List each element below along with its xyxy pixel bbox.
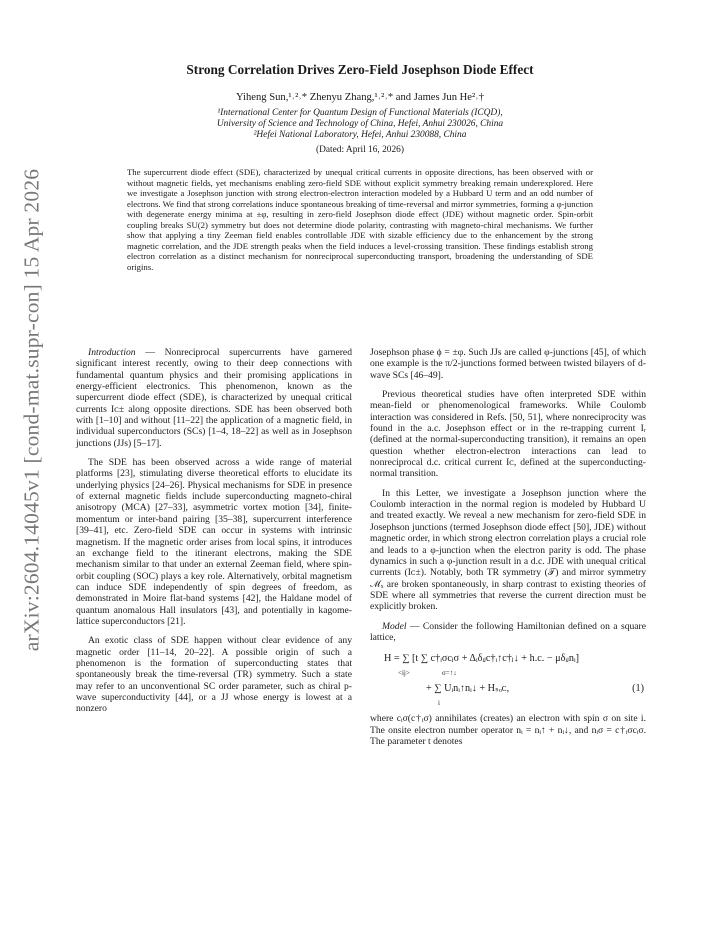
intro-paragraph-1 [76, 347, 352, 449]
intro-paragraph-3: An exotic class of SDE happen without clear evidence of any magnetic order [11–14, 20–22]. A possible origin of such a phenomenon is the formation of superconducting states that spontaneously break the time-reversal (TR) symmetry. Such a state may refer to an unconventional SC order parameter, such as chiral p-wave superconductivity [44], or a JJ whose energy is lowest at a nonzero [76, 635, 352, 715]
section-heading-introduction: Introduction [88, 347, 136, 358]
arxiv-identifier: arXiv:2604.14045v1 [cond-mat.supr-con] 15 Apr 2026 [19, 168, 44, 652]
hamiltonian-equation [370, 651, 646, 707]
equation-subscript-sigma: σ=↑↓ [442, 669, 457, 678]
right-paragraph-3: In this Letter, we investigate a Josephson junction where the Coulomb interaction in the normal region is modeled by Hubbard U and treated exactly. We reveal a new mechanism for zero-field SDE in Josephson junctions (termed Josephson diode effect [50], JDE) without magnetic order, in which strong electron correlation plays a crucial role and leads to a φ-junction when the electron parity is odd. The phase dynamics in such a φ-junction result in a d.c. JDE with unequal critical currents (Iᴄ±). Notably, both TR symmetry (𝒯) and mirror symmetry ℳₓ are broken spontaneously, in sharp contrast to existing theories of SDE where all symmetries that reverse the current direction must be explicitly broken. [370, 487, 646, 613]
right-paragraph-2: Previous theoretical studies have often interpreted SDE within mean-field or phenomenological frameworks. While Coulomb interaction was considered in Refs. [50, 51], where nonreciprocity was found in the a.c. Josephson effect or in the re-trapping current Iᵣ (defined at the normal-superconducting transition), it remains an open question whether electron-electron interactions can lead to nonreciprocal d.c. critical current Iᴄ, defined at the superconducting-normal transition. [370, 389, 646, 480]
arxiv-side-stamp [12, 140, 52, 680]
affiliations [80, 108, 640, 142]
affiliation-1a: ¹International Center for Quantum Design of Functional Materials (ICQD), [217, 108, 503, 118]
equation-subscript-ij: <ij> [398, 669, 410, 678]
affiliation-1b: University of Science and Technology of China, Hefei, Anhui 230026, China [216, 119, 504, 130]
right-paragraph-1: Josephson phase ϕ = ±φ. Such JJs are called φ-junctions [45], of which one example is the π/2-junctions formed between twisted bilayers of d-wave SCs [46–49]. [370, 347, 646, 381]
model-paragraph [370, 621, 646, 644]
section-heading-model: Model [382, 620, 407, 632]
equation-line-2: + ∑ Uᵢnᵢ↑nᵢ↓ + Hₛₒᴄ, [426, 683, 510, 695]
intro-paragraph-2: The SDE has been observed across a wide range of material platforms [23], stimulating diverse theoretical efforts to elucidate its underlying physics [24–26]. Physical mechanisms for SDE in presence of external magnetic fields include superconducting magneto-chiral anisotropy (MCA) [27–33], asymmetric vortex motion [34], finite-momentum or inter-band pairing [35–38], supercurrent interference [39–41], etc. Zero-field SDE can occur in systems with intrinsic magnetism. If the magnetic order arises from local spins, it introduces an exchange field to the itinerant electrons, making the SDE mechanism similar to that under an external Zeeman field, where spin-orbit coupling (SOC) plays a key role. Alternatively, orbital magnetism can induce SDE independently of spin degrees of freedom, as demonstrated in Moire flat-band systems [42], the Haldane model of quantum anomalous Hall insulators [43], and potentially in kagome-lattice superconductors [21]. [76, 457, 352, 627]
author-list: Yiheng Sun,¹˒²˒* Zhenyu Zhang,¹˒²˒* and James Jun He²˒† [235, 92, 484, 103]
right-column [370, 347, 646, 755]
left-column [76, 347, 352, 723]
affiliation-2: ²Hefei National Laboratory, Hefei, Anhui 230088, China [253, 130, 467, 141]
abstract: The supercurrent diode effect (SDE), characterized by unequal critical currents in opposite directions, has been observed with or without magnetic fields, yet mechanisms enabling zero-field SDE without explicit symmetry breaking remain underexplored. Here we investigate a Josephson junction with strong electron-electron interaction modeled by a Hubbard U term and an odd number of electrons. We find that strong correlations induce spontaneous breaking of time-reversal and mirror symmetries, forming a φ-junction with degenerate energy minima at ±φ, resulting in zero-field Josephson diode effect (JDE) without magnetic order. Spin-orbit coupling breaks SU(2) symmetry but does not determine diode polarity, contrasting with magneto-chiral mechanisms. We further show that applying a tiny Zeeman field enables controllable JDE with sizable efficiency due to the enhancement by the strong magnetic correlation, and the JDE strength peaks when the field induces a level-crossing transition. These findings establish strong electron correlation as a distinct mechanism for nonreciprocal superconducting transport, broadening the understanding of SDE origins. [127, 167, 593, 272]
model-p-text: — Consider the following Hamiltonian defined on a square lattice, [370, 620, 646, 643]
date-line: (Dated: April 16, 2026) [315, 145, 404, 155]
equation-number: (1) [632, 683, 644, 695]
equation-line-1: H = ∑ [t ∑ c†ᵢσcⱼσ + Δᵢδᵢⱼc†ᵢ↑c†ⱼ↓ + h.c. − μδᵢⱼnᵢ] [384, 653, 580, 665]
right-paragraph-5: where cᵢσ(c†ᵢσ) annihilates (creates) an electron with spin σ on site i. The onsite electron number operator nᵢ = nᵢ↑ + nᵢ↓, and nᵢσ = c†ᵢσcᵢσ. The parameter t denotes [370, 713, 646, 747]
equation-subscript-i: i [438, 699, 440, 708]
intro-p1-text: — Nonreciprocal supercurrents have garnered significant interest recently, owing to their deep connections with fundamental quantum physics and their promising applications in energy-efficient electronics. This phenomenon, known as the supercurrent diode effect (SDE), is characterized by unequal critical currents Iᴄ± along opposite directions. SDE has been observed both with [1–10] and without [11–22] the application of a magnetic field, in individual superconductors (SCs) [1–4, 18–22] as well as in Josephson junctions (JJs) [5–17]. [76, 347, 352, 449]
paper-title: Strong Correlation Drives Zero-Field Josephson Diode Effect [186, 62, 534, 77]
